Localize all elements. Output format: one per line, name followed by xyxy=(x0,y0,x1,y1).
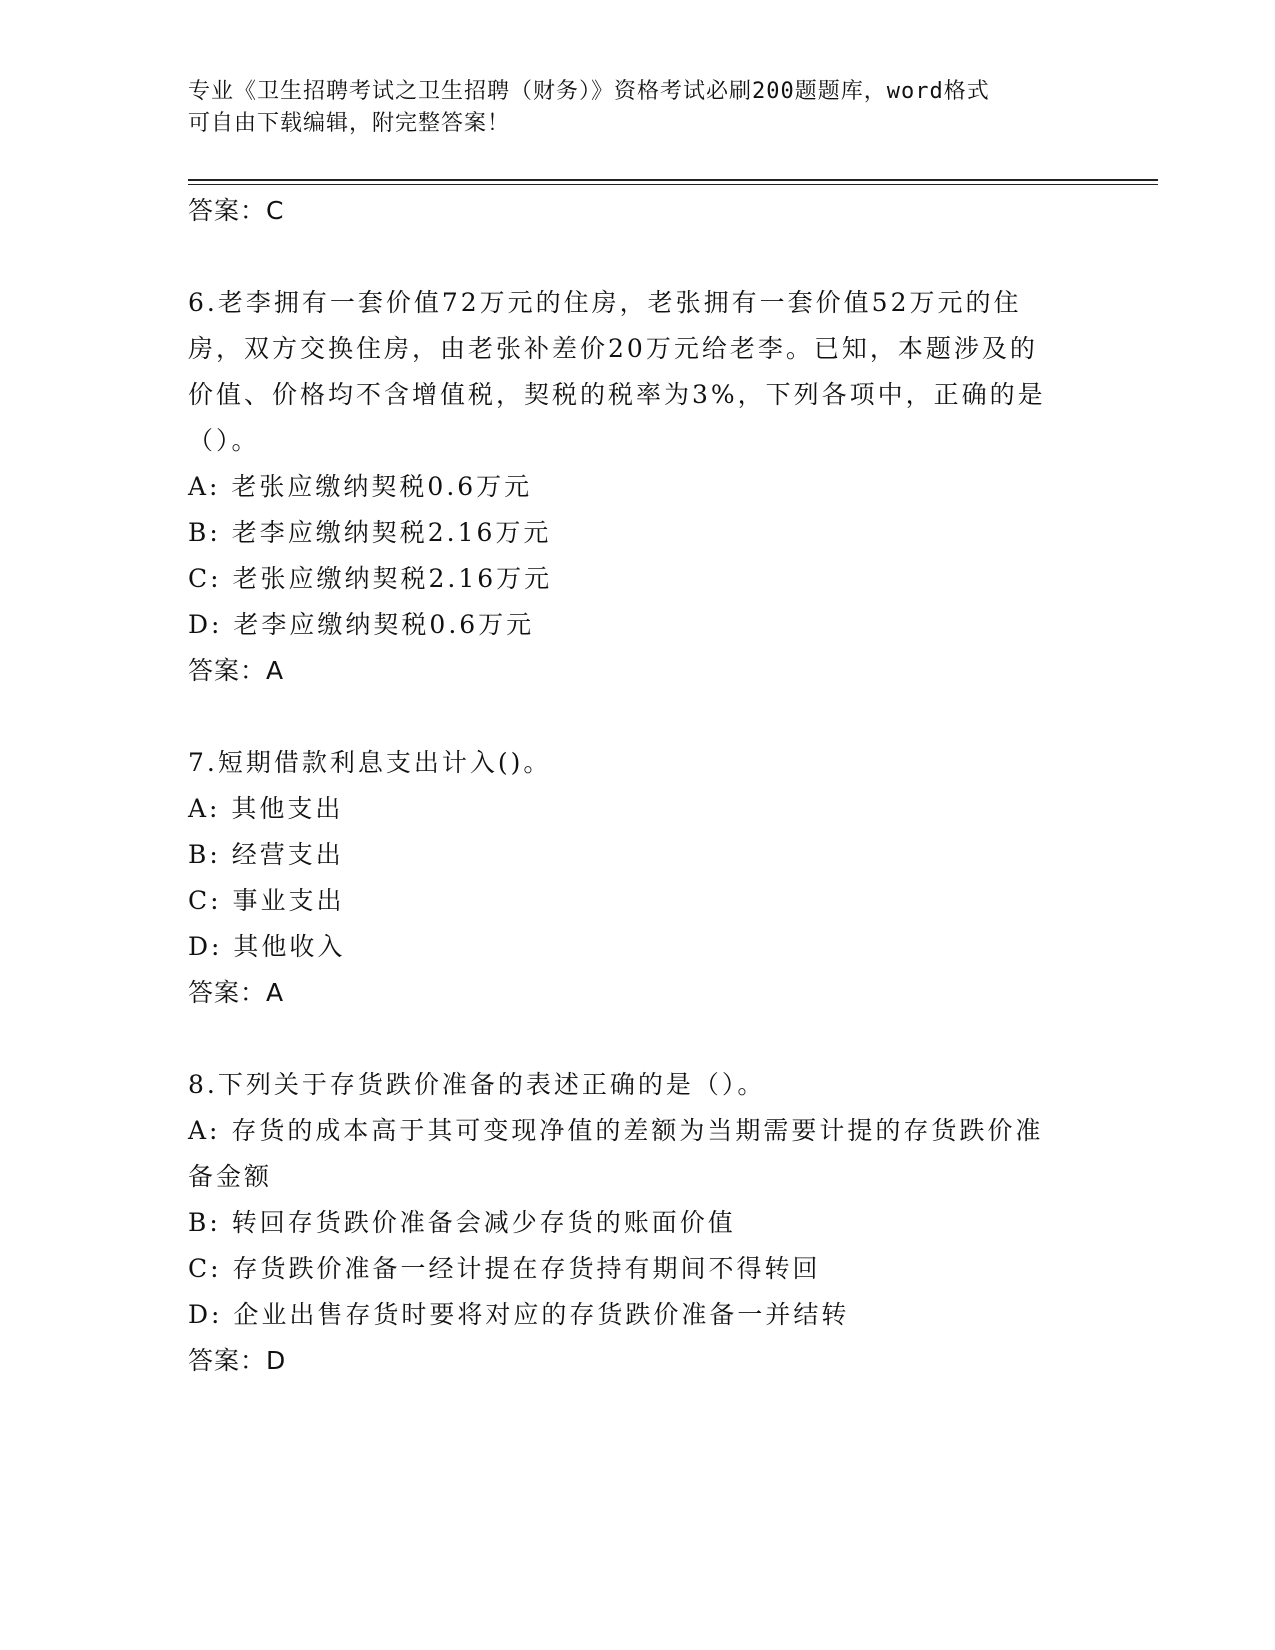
document-header xyxy=(188,76,1068,140)
spacer xyxy=(188,234,1088,280)
question-6 xyxy=(188,280,1088,694)
question-6-option-a: A: 老张应缴纳契税0.6万元 xyxy=(188,472,533,501)
question-7-answer: 答案：A xyxy=(188,978,285,1007)
question-7-stem: 7.短期借款利息支出计入()。 xyxy=(188,748,552,777)
question-7-option-b: B: 经营支出 xyxy=(188,840,344,869)
header-line-1: 专业《卫生招聘考试之卫生招聘（财务）》资格考试必刷200题题库，word格式 xyxy=(188,79,990,104)
question-6-option-d: D: 老李应缴纳契税0.6万元 xyxy=(188,610,535,639)
question-8-answer: 答案：D xyxy=(188,1346,287,1375)
question-7-option-d: D: 其他收入 xyxy=(188,932,346,961)
question-6-stem-line-2: 房，双方交换住房，由老张补差价20万元给老李。已知，本题涉及的 xyxy=(188,334,1038,363)
question-8-option-b: B: 转回存货跌价准备会减少存货的账面价值 xyxy=(188,1208,736,1237)
header-line-2: 可自由下载编辑，附完整答案！ xyxy=(188,111,511,136)
question-7-option-a: A: 其他支出 xyxy=(188,794,344,823)
header-divider-thin xyxy=(188,184,1158,185)
header-divider-thick xyxy=(188,179,1158,181)
spacer xyxy=(188,694,1088,740)
question-7 xyxy=(188,740,1088,1016)
question-7-option-c: C: 事业支出 xyxy=(188,886,345,915)
question-8-option-a-line-2: 备金额 xyxy=(188,1162,273,1191)
question-8-stem: 8.下列关于存货跌价准备的表述正确的是（）。 xyxy=(188,1070,766,1099)
question-6-stem-line-1: 6.老李拥有一套价值72万元的住房，老张拥有一套价值52万元的住 xyxy=(188,288,1022,317)
question-6-option-c: C: 老张应缴纳契税2.16万元 xyxy=(188,564,553,593)
question-6-answer: 答案：A xyxy=(188,656,285,685)
previous-answer: 答案：C xyxy=(188,196,285,225)
question-8-option-c: C: 存货跌价准备一经计提在存货持有期间不得转回 xyxy=(188,1254,821,1283)
question-6-stem-line-4: （）。 xyxy=(188,426,260,455)
question-6-stem-line-3: 价值、价格均不含增值税，契税的税率为3%，下列各项中，正确的是 xyxy=(188,380,1046,409)
question-6-option-b: B: 老李应缴纳契税2.16万元 xyxy=(188,518,552,547)
question-8 xyxy=(188,1062,1088,1384)
question-list xyxy=(188,188,1088,1384)
question-8-option-a-line-1: A: 存货的成本高于其可变现净值的差额为当期需要计提的存货跌价准 xyxy=(188,1116,1044,1145)
question-8-option-d: D: 企业出售存货时要将对应的存货跌价准备一并结转 xyxy=(188,1300,850,1329)
spacer xyxy=(188,1016,1088,1062)
